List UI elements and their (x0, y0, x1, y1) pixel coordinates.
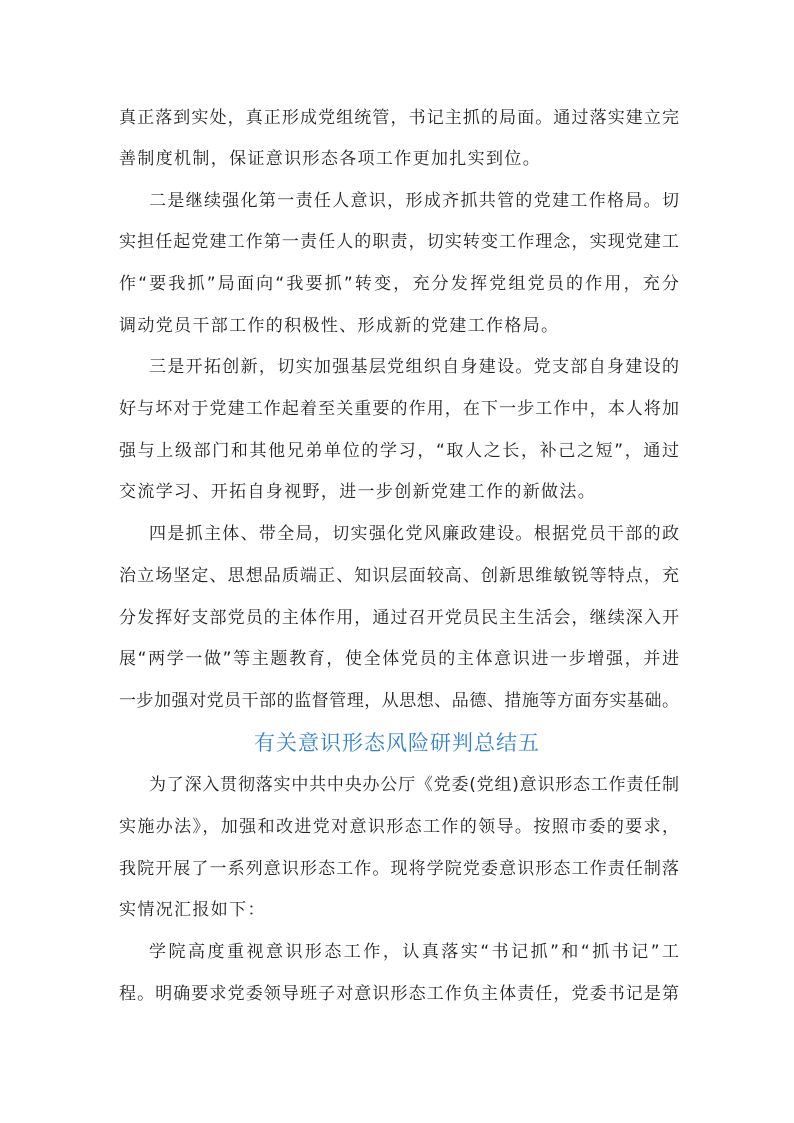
paragraph-line: 实情况汇报如下： (119, 900, 266, 920)
paragraph-line: 程。明确要求党委领导班子对意识形态工作负主体责任，党委书记是第 (119, 984, 679, 1004)
paragraph-line: 为了深入贯彻落实中共中央办公厅《党委(党组)意识形态工作责任制 (149, 775, 679, 795)
paragraph-line: 四是抓主体、带全局，切实强化党风廉政建设。根据党员干部的政 (149, 524, 679, 544)
paragraph-line: 展“两学一做”等主题教育，使全体党员的主体意识进一步增强，并进 (119, 649, 679, 669)
paragraph-line: 调动党员干部工作的积极性、形成新的党建工作格局。 (119, 316, 560, 336)
paragraph-line: 善制度机制，保证意识形态各项工作更加扎实到位。 (119, 149, 542, 169)
paragraph-line: 分发挥好支部党员的主体作用，通过召开党员民主生活会，继续深入开 (119, 608, 679, 628)
paragraph-line: 学院高度重视意识形态工作，认真落实“书记抓”和“抓书记”工 (149, 942, 679, 962)
paragraph-line: 实担任起党建工作第一责任人的职责，切实转变工作理念，实现党建工 (119, 232, 679, 252)
paragraph-line: 一步加强对党员干部的监督管理，从思想、品德、措施等方面夯实基础。 (119, 691, 679, 711)
paragraph-line: 作“要我抓”局面向“我要抓”转变，充分发挥党组党员的作用，充分 (119, 274, 679, 294)
paragraph-line: 三是开拓创新，切实加强基层党组织自身建设。党支部自身建设的 (149, 357, 679, 377)
paragraph-line: 交流学习、开拓自身视野，进一步创新党建工作的新做法。 (119, 482, 597, 502)
paragraph-line: 实施办法》，加强和改进党对意识形态工作的领导。按照市委的要求， (119, 817, 679, 837)
paragraph-line: 好与坏对于党建工作起着至关重要的作用，在下一步工作中，本人将加 (119, 399, 679, 419)
paragraph-line: 强与上级部门和其他兄弟单位的学习，“取人之长，补己之短”，通过 (119, 441, 679, 461)
paragraph-line: 我院开展了一系列意识形态工作。现将学院党委意识形态工作责任制落 (119, 859, 679, 879)
section-heading: 有关意识形态风险研判总结五 (254, 731, 540, 755)
paragraph-line: 治立场坚定、思想品质端正、知识层面较高、创新思维敏锐等特点，充 (119, 566, 679, 586)
paragraph-line: 二是继续强化第一责任人意识，形成齐抓共管的党建工作格局。切 (149, 191, 679, 211)
paragraph-line: 真正落到实处，真正形成党组统管，书记主抓的局面。通过落实建立完 (119, 108, 679, 128)
